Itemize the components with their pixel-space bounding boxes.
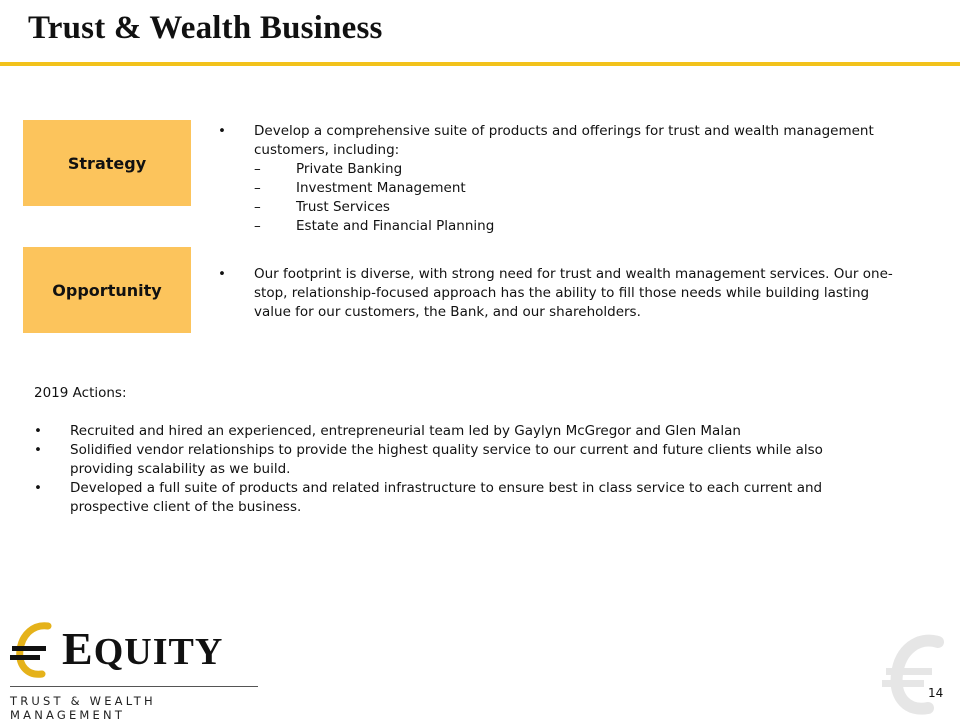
equity-e-watermark-icon	[880, 632, 950, 718]
logo-divider	[10, 686, 258, 687]
list-item: • Developed a full suite of products and related infrastructure to ensure best in class service to each current and prospective client of the business.	[34, 480, 823, 515]
list-item: • Solidified vendor relationships to provide the highest quality service to our current and future clients while also providing scalability as we build.	[34, 442, 823, 477]
actions-heading: 2019 Actions:	[34, 385, 127, 401]
bullet-dot: •	[218, 266, 226, 282]
title-underline	[0, 62, 960, 66]
list-item: – Investment Management	[254, 180, 466, 196]
strategy-bullet	[218, 122, 898, 236]
opportunity-bullets	[218, 265, 898, 322]
opportunity-bullet-text: Our footprint is diverse, with strong need for trust and wealth management services. Our one-stop, relationship-focused approach has the ability to fill those needs while building lasting value for our customers, the Bank, and our shareholders.	[254, 266, 893, 320]
logo-wordmark: EQUITY	[62, 623, 224, 674]
opportunity-bullet	[218, 265, 898, 322]
list-item: – Estate and Financial Planning	[254, 218, 495, 234]
strategy-bullets	[218, 122, 898, 236]
opportunity-label: Opportunity	[23, 247, 191, 333]
bullet-dot: •	[218, 123, 226, 139]
logo-tagline: TRUST & WEALTH MANAGEMENT	[10, 694, 156, 720]
equity-e-logo-icon	[10, 620, 60, 682]
actions-list	[34, 422, 884, 517]
company-logo	[10, 620, 260, 720]
list-item: – Trust Services	[254, 199, 390, 215]
page-title: Trust & Wealth Business	[28, 10, 383, 46]
actions-section	[34, 384, 884, 517]
strategy-label: Strategy	[23, 120, 191, 206]
list-item: – Private Banking	[254, 161, 403, 177]
list-item: • Recruited and hired an experienced, entrepreneurial team led by Gaylyn McGregor and Glen Malan	[34, 423, 741, 439]
page-number: 14	[928, 686, 944, 700]
strategy-bullet-text: Develop a comprehensive suite of products and offerings for trust and wealth management customers, including:	[254, 123, 874, 158]
strategy-sub-list	[254, 160, 898, 236]
